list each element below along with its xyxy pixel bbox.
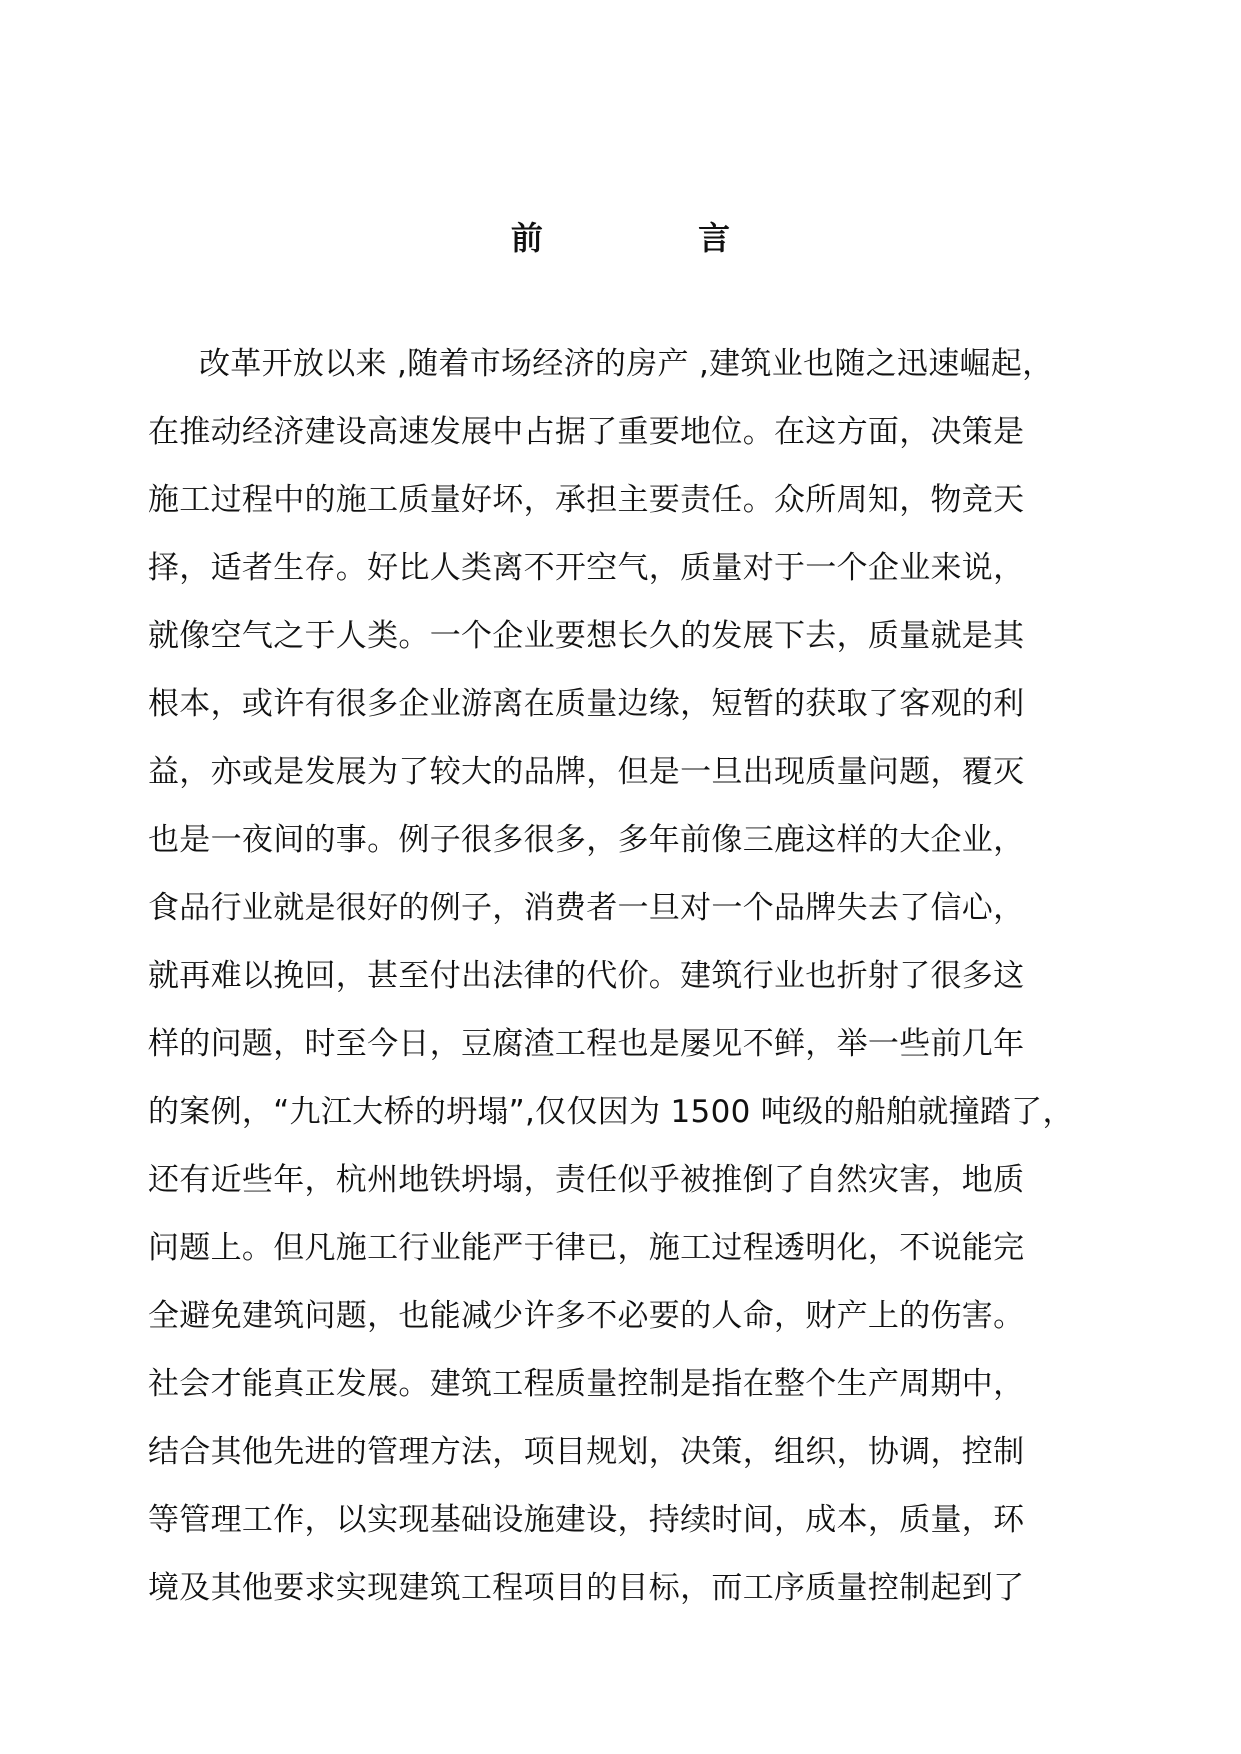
text-line: 择，适者生存。好比人类离不开空气，质量对于一个企业来说， [148, 550, 1025, 586]
text-line: 还有近些年，杭州地铁坍塌，责任似乎被推倒了自然灾害，地质 [148, 1162, 1025, 1198]
text-line: 等管理工作，以实现基础设施建设，持续时间，成本，质量，环 [148, 1502, 1025, 1538]
text-line: 根本，或许有很多企业游离在质量边缘，短暂的获取了客观的利 [148, 686, 1025, 722]
text-line: 就再难以挽回，甚至付出法律的代价。建筑行业也折射了很多这 [148, 958, 1025, 994]
text-line: 施工过程中的施工质量好坏，承担主要责任。众所周知，物竞天 [148, 482, 1025, 518]
text-line: 社会才能真正发展。建筑工程质量控制是指在整个生产周期中， [148, 1366, 1025, 1402]
text-line: 食品行业就是很好的例子，消费者一旦对一个品牌失去了信心， [148, 890, 1025, 926]
text-line: 问题上。但凡施工行业能严于律已，施工过程透明化，不说能完 [148, 1230, 1025, 1266]
text-line: 样的问题，时至今日，豆腐渣工程也是屡见不鲜，举一些前几年 [148, 1026, 1025, 1062]
text-line: 改革开放以来 ,随着市场经济的房产 ,建筑业也随之迅速崛起， [199, 346, 1054, 382]
text-line: 在推动经济建设高速发展中占据了重要地位。在这方面，决策是 [148, 414, 1025, 450]
text-line: 全避免建筑问题，也能减少许多不必要的人命，财产上的伤害。 [148, 1298, 1025, 1334]
text-line: 也是一夜间的事。例子很多很多，多年前像三鹿这样的大企业， [148, 822, 1025, 858]
text-line: 结合其他先进的管理方法，项目规划，决策，组织，协调，控制 [148, 1434, 1025, 1470]
text-line: 境及其他要求实现建筑工程项目的目标，而工序质量控制起到了 [148, 1570, 1025, 1606]
text-line: 的案例，“九江大桥的坍塌”,仅仅因为 1500 吨级的船舶就撞踏了， [148, 1094, 1074, 1130]
text-line: 就像空气之于人类。一个企业要想长久的发展下去，质量就是其 [148, 618, 1025, 654]
page-title: 前 言 [510, 219, 803, 257]
text-line: 益，亦或是发展为了较大的品牌，但是一旦出现质量问题，覆灭 [148, 754, 1025, 790]
body-paragraph [148, 330, 1128, 1622]
